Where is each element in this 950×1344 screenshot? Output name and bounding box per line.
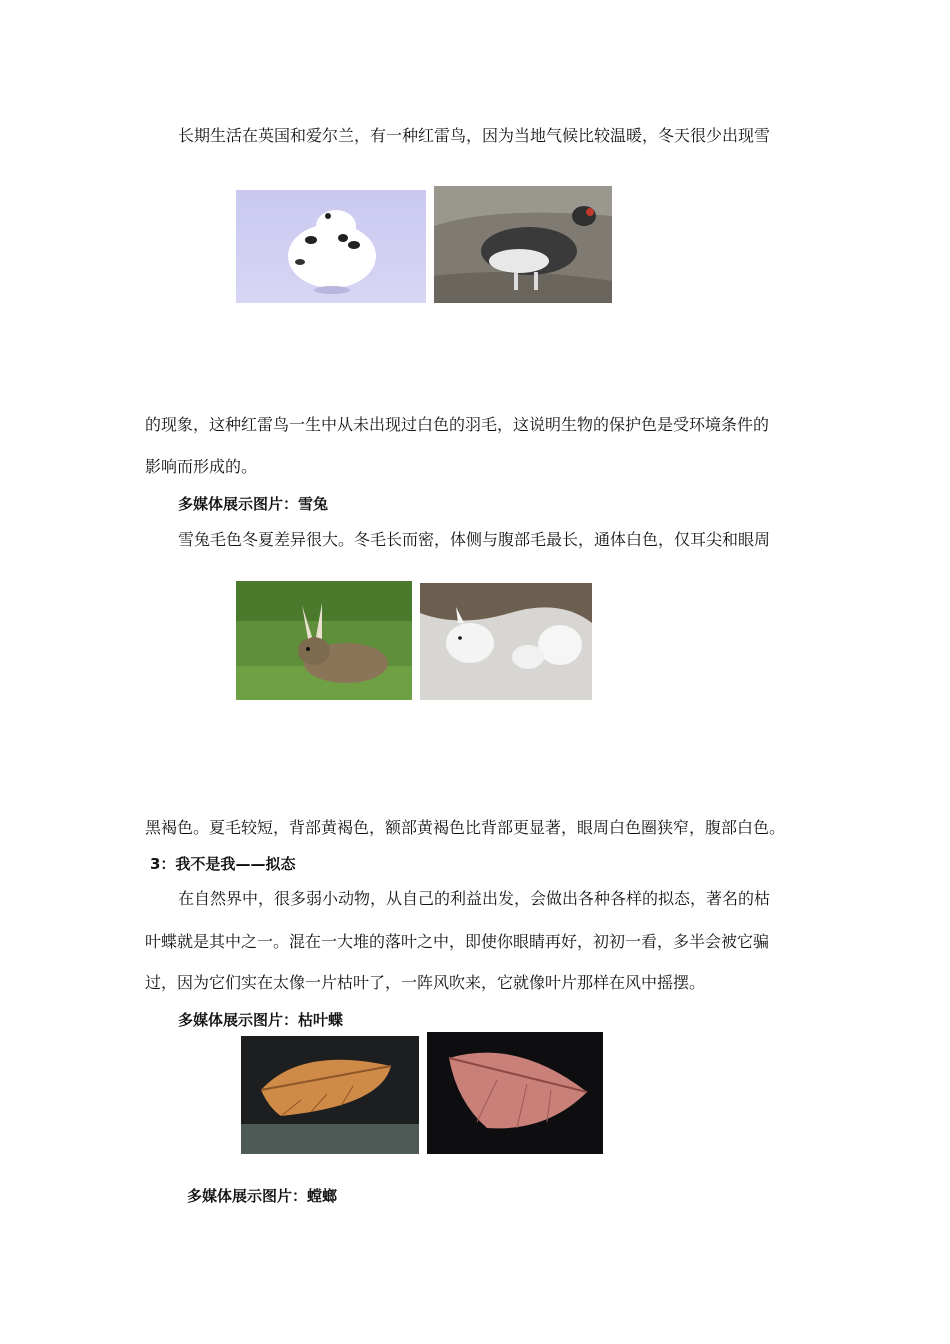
ptarmigan-winter-photo — [236, 190, 426, 303]
text-line: 影响而形成的。 — [145, 457, 258, 476]
ptarmigan-molting-photo — [434, 186, 612, 303]
section-heading: 多媒体展示图片：枯叶蝶 — [178, 1011, 344, 1029]
text-line: 长期生活在英国和爱尔兰，有一种红雷鸟，因为当地气候比较温暖，冬天很少出现雪 — [178, 126, 771, 145]
section-heading: 多媒体展示图片：雪兔 — [178, 495, 329, 513]
leaf-butterfly-photo-2 — [427, 1032, 603, 1154]
text-line: 过，因为它们实在太像一片枯叶了，一阵风吹来，它就像叶片那样在风中摇摆。 — [145, 973, 706, 992]
section-heading: 多媒体展示图片：螳螂 — [187, 1187, 338, 1205]
text-line: 的现象，这种红雷鸟一生中从未出现过白色的羽毛，这说明生物的保护色是受环境条件的 — [145, 415, 770, 434]
leaf-butterfly-photo-1 — [241, 1036, 419, 1154]
hare-winter-photo — [420, 583, 592, 700]
text-line: 雪兔毛色冬夏差异很大。冬毛长而密，体侧与腹部毛最长，通体白色，仅耳尖和眼周 — [178, 530, 771, 549]
hare-summer-photo — [236, 581, 412, 700]
text-line: 黑褐色。夏毛较短，背部黄褐色，额部黄褐色比背部更显著，眼周白色圈狭窄，腹部白色。 — [145, 818, 786, 837]
text-line: 在自然界中，很多弱小动物，从自己的利益出发，会做出各种各样的拟态，著名的枯 — [178, 889, 771, 908]
text-line: 叶蝶就是其中之一。混在一大堆的落叶之中，即使你眼睛再好，初初一看，多半会被它骗 — [145, 932, 770, 951]
section-title: 3：我不是我——拟态 — [150, 855, 296, 873]
